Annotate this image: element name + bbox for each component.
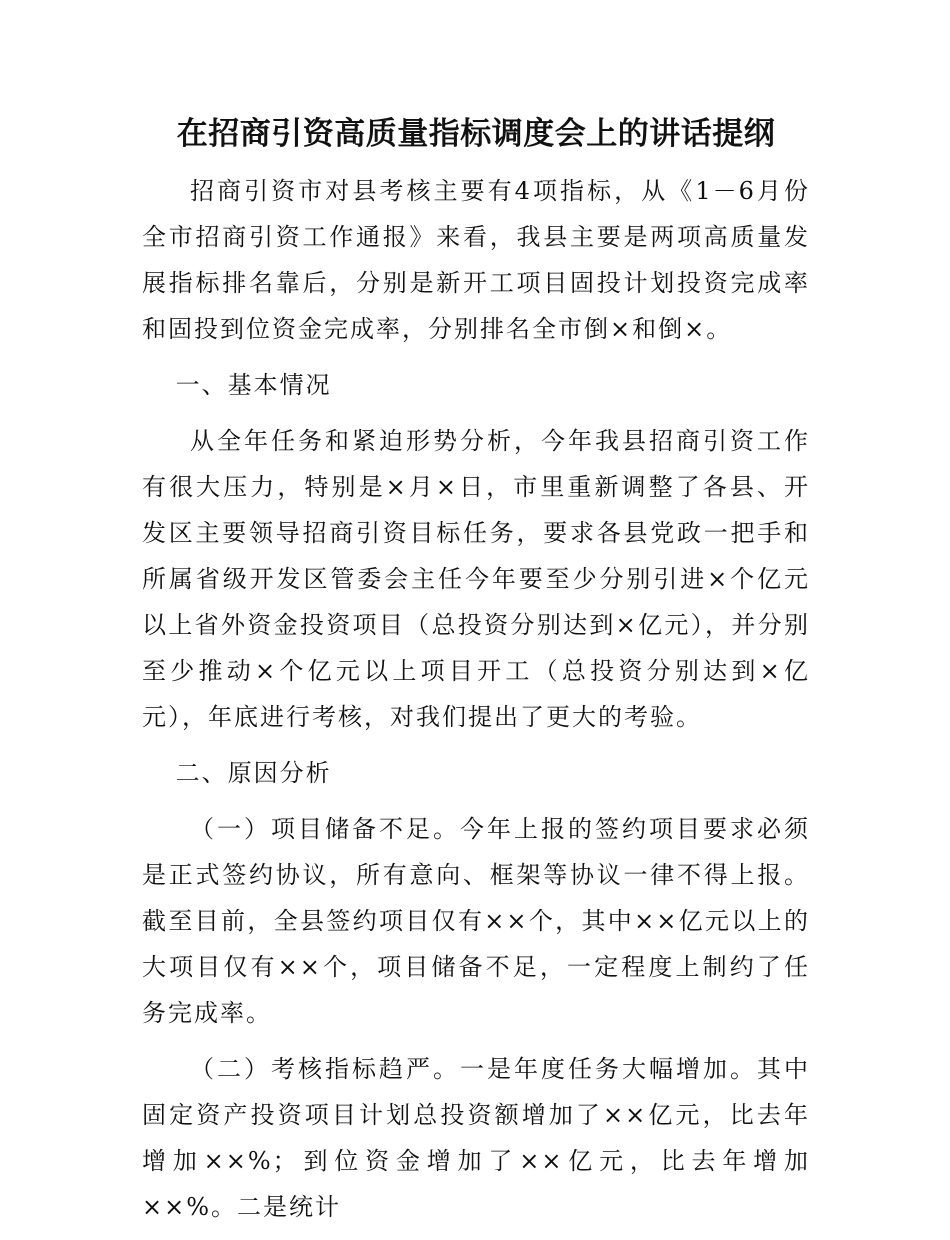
basic-situation-paragraph: 从全年任务和紧迫形势分析，今年我县招商引资工作有很大压力，特别是×月×日，市里重新调整了各县、开发区主要领导招商引资目标任务，要求各县党政一把手和所属省级开发区管委会主任今年要至少分别引进×个亿元以上省外资金投资项目（总投资分别达到×亿元），并分别至少推动×个亿元以上项目开工（总投资分别达到×亿元），年底进行考核，对我们提出了更大的考验。 [142, 427, 810, 731]
section-heading-cause-analysis: 二、原因分析 [175, 759, 332, 787]
intro-paragraph: 招商引资市对县考核主要有4项指标，从《1－6月份全市招商引资工作通报》来看，我县主要是两项高质量发展指标排名靠后，分别是新开工项目固投计划投资完成率和固投到位资金完成率，分别排名全市倒×和倒×。 [142, 177, 810, 343]
document-page [142, 112, 810, 1240]
cause-item-project-reserve: （一）项目储备不足。今年上报的签约项目要求必须是正式签约协议，所有意向、框架等协议一律不得上报。截至目前，全县签约项目仅有××个，其中××亿元以上的大项目仅有××个，项目储备不足，一定程度上制约了任务完成率。 [142, 815, 810, 1027]
cause-item-assessment-strict: （二）考核指标趋严。一是年度任务大幅增加。其中固定资产投资项目计划总投资额增加了××亿元，比去年增加××%；到位资金增加了××亿元，比去年增加××%。二是统计 [142, 1055, 810, 1221]
section-heading-basic-situation: 一、基本情况 [175, 371, 332, 399]
document-title: 在招商引资高质量指标调度会上的讲话提纲 [176, 116, 776, 152]
